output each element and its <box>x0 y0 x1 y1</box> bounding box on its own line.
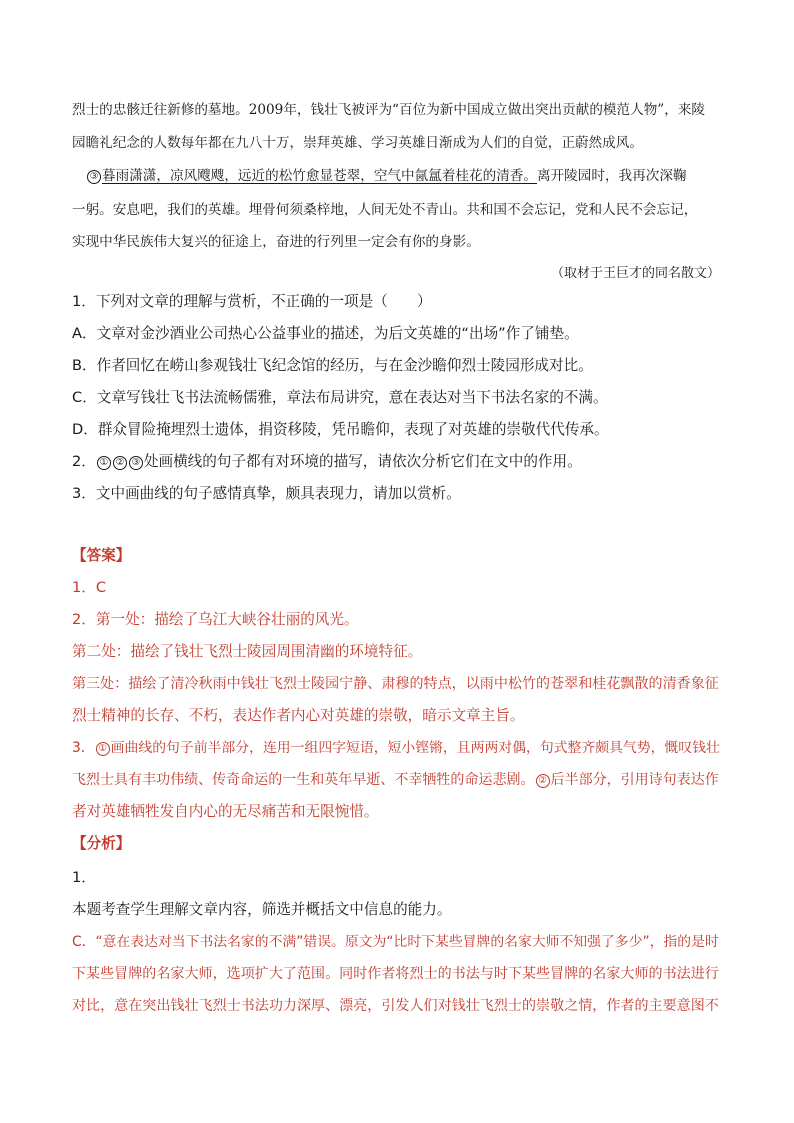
answer-3-line: 者对英雄牺牲发自内心的无尽痛苦和无限惋惜。 <box>72 803 379 820</box>
analysis-heading: 【分析】 <box>72 835 131 852</box>
analysis-line: 对比，意在突出钱壮飞烈士书法功力深厚、漂亮，引发人们对钱壮飞烈士的崇敬之情，作者的主要意图不 <box>72 998 719 1014</box>
passage-line: 烈士的忠骸迁往新修的墓地。2009年，钱壮飞被评为“百位为新中国成立做出突出贡献的模范人物”，来陵 <box>72 102 706 118</box>
circled-number-mark: ① <box>97 456 111 470</box>
answer-number: 3． <box>72 740 95 756</box>
question-text: 处画横线的句子都有对环境的描写，请依次分析它们在文中的作用。 <box>143 453 582 470</box>
passage-line <box>86 166 736 186</box>
answer-text: 后半部分，引用诗句表达作 <box>550 772 719 788</box>
passage-line: 实现中华民族伟大复兴的征途上，奋进的行列里一定会有你的身影。 <box>72 234 480 250</box>
answer-3-line <box>72 770 722 790</box>
answer-2-line: 2．第一处：描绘了乌江大峡谷壮丽的风光。 <box>72 611 359 628</box>
analysis-line: 本题考查学生理解文章内容，筛选并概括文中信息的能力。 <box>72 901 452 918</box>
question-3: 3．文中画曲线的句子感情真挚，颇具表现力，请加以赏析。 <box>72 485 461 502</box>
passage-text: 离开陵园时，我再次深鞠 <box>537 168 687 184</box>
circled-number-mark: ③ <box>87 170 101 184</box>
analysis-line: C．“意在表达对当下书法名家的不满”错误。原文为“比时下某些冒牌的名家大师不知强了多少”，指的是时 <box>72 934 719 950</box>
circled-number-mark: ② <box>536 774 550 788</box>
question-number: 2． <box>72 453 96 470</box>
question-1: 1．下列对文章的理解与赏析，不正确的一项是（ ） <box>72 293 432 310</box>
analysis-number: 1． <box>72 869 96 886</box>
analysis-line: 下某些冒牌的名家大师，选项扩大了范围。同时作者将烈士的书法与时下某些冒牌的名家大师的书法进行 <box>72 966 719 982</box>
answer-text: 飞烈士具有丰功伟绩、传奇命运的一生和英年早逝、不幸牺牲的命运悲剧。 <box>72 772 535 788</box>
passage-line: 园瞻礼纪念的人数每年都在九八十万，崇拜英雄、学习英雄日渐成为人们的自觉，正蔚然成风。 <box>72 135 643 151</box>
answer-text: 画曲线的句子前半部分，连用一组四字短语，短小铿锵，且两两对偶，句式整齐颇具气势，慨叹钱壮 <box>110 740 720 756</box>
circled-number-mark: ③ <box>129 456 143 470</box>
circled-number-mark: ② <box>113 456 127 470</box>
answer-heading: 【答案】 <box>72 547 131 564</box>
answer-2-line: 烈士精神的长存、不朽，表达作者内心对英雄的崇敬，暗示文章主旨。 <box>72 707 525 724</box>
option-d: D．群众冒险掩埋烈士遗体，捐资移陵，凭吊瞻仰，表现了对英雄的崇敬代代传承。 <box>72 421 609 438</box>
passage-line: 一躬。安息吧，我们的英雄。埋骨何须桑梓地，人间无处不青山。共和国不会忘记，党和人民不会忘记， <box>72 202 698 218</box>
option-c: C．文章写钱壮飞书法流畅儒雅，章法布局讲究，意在表达对当下书法名家的不满。 <box>72 389 608 406</box>
option-a: A．文章对金沙酒业公司热心公益事业的描述，为后文英雄的“出场”作了铺垫。 <box>72 325 579 342</box>
circled-number-mark: ① <box>96 742 110 756</box>
underlined-sentence <box>86 168 537 184</box>
answer-1: 1．C <box>72 579 107 596</box>
answer-3-line <box>72 738 722 758</box>
underlined-text: 暮雨潇潇，凉风飕飕，远近的松竹愈显苍翠，空气中氤氲着桂花的清香。 <box>102 168 537 184</box>
question-2 <box>72 452 722 472</box>
source-citation: （取材于王巨才的同名散文） <box>550 266 720 281</box>
answer-2-line: 第二处：描绘了钱壮飞烈士陵园周围清幽的环境特征。 <box>72 643 423 660</box>
option-b: B．作者回忆在崂山参观钱壮飞纪念馆的经历，与在金沙瞻仰烈士陵园形成对比。 <box>72 357 593 374</box>
answer-2-line: 第三处：描绘了清冷秋雨中钱壮飞烈士陵园宁静、肃穆的特点，以雨中松竹的苍翠和桂花飘散的清香象征 <box>72 676 719 692</box>
